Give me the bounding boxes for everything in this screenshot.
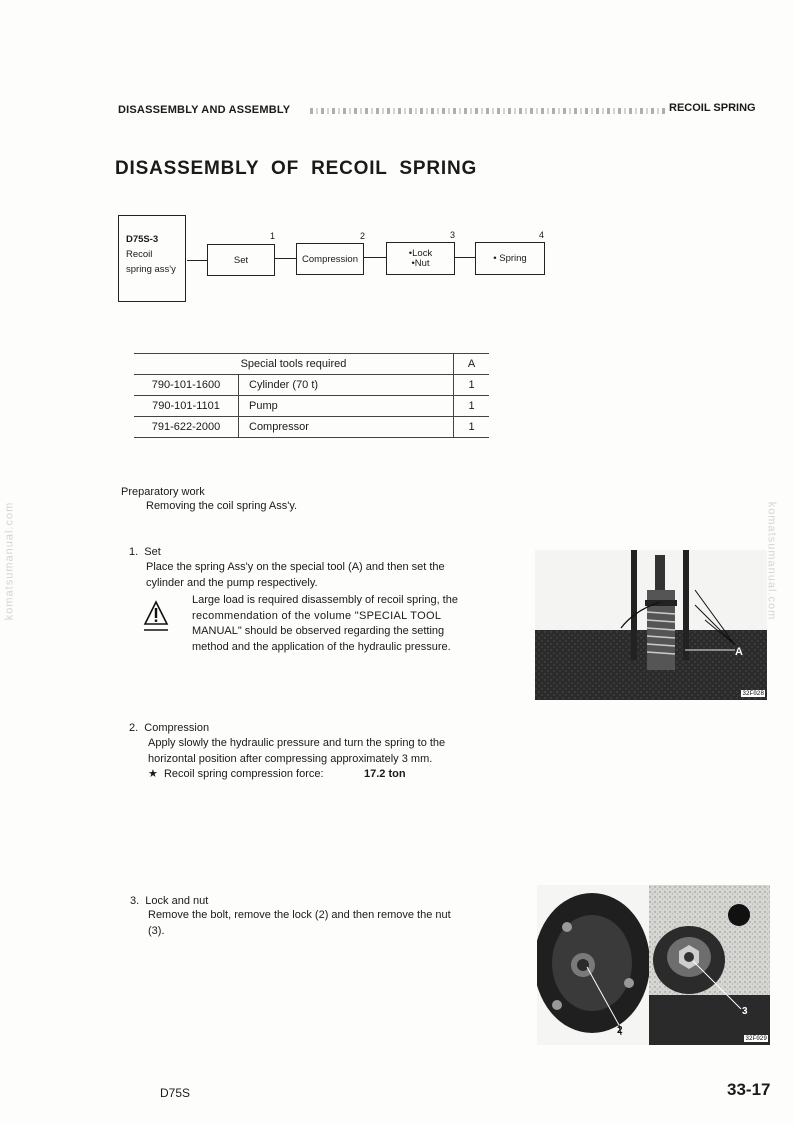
part-number-cell: 791-622-2000 (134, 417, 239, 438)
flow-connector (187, 260, 207, 261)
flow-main-line: Recoil (126, 249, 153, 260)
flow-connector (363, 257, 386, 258)
part-name-cell: Compressor (239, 417, 454, 438)
step-lock-nut-body (148, 908, 493, 939)
page-number: 33-17 (727, 1080, 771, 1099)
table-header-row (134, 354, 489, 375)
table-header-cell: Special tools required (134, 354, 454, 375)
header-dotted-rule (310, 108, 666, 114)
flow-main-line: D75S-3 (126, 234, 159, 245)
flow-connector (274, 258, 296, 259)
table-row (134, 417, 489, 438)
step-compression-heading: 2. Compression (129, 722, 210, 734)
flow-step-set (207, 244, 275, 276)
quantity-cell: 1 (454, 396, 490, 417)
warning-line: recommendation of the volume "SPECIAL TOOL (192, 609, 442, 622)
flow-step-lock-nut (386, 242, 455, 275)
step-lock-nut-heading: 3. Lock and nut (130, 895, 209, 907)
table-header-cell: A (454, 354, 490, 375)
figure-callout-2: 2 (617, 1025, 623, 1036)
table-row (134, 396, 489, 417)
warning-line: Large load is required disassembly of recoil spring, the (192, 594, 458, 606)
part-number-cell: 790-101-1101 (134, 396, 239, 417)
flow-main-line: spring ass'y (126, 264, 176, 275)
warning-line: MANUAL" should be observed regarding the setting (192, 625, 445, 637)
body-line: horizontal position after compressing approximately 3 mm. (148, 752, 433, 765)
table-row (134, 375, 489, 396)
footer-model: D75S (160, 1086, 191, 1100)
body-line: cylinder and the pump respectively. (146, 576, 318, 589)
flow-step-label: •Nut (411, 257, 430, 269)
compression-force-value: 17.2 ton (364, 768, 406, 780)
flow-step-number: 4 (539, 230, 545, 240)
figure-callout-a: A (735, 646, 743, 658)
flow-step-label: •Lock (408, 247, 433, 259)
body-line: Place the spring Ass'y on the special tool (A) and then set the (146, 561, 445, 573)
figure-code: 32F028 (742, 690, 764, 697)
flow-step-label: Compression (302, 253, 358, 265)
quantity-cell: 1 (454, 375, 490, 396)
recoil-spring-setup-photo (535, 550, 767, 700)
flow-step-number: 2 (360, 231, 366, 241)
figure-callout-3: 3 (742, 1006, 748, 1017)
preparatory-heading: Preparatory work (121, 486, 205, 498)
body-line: Remove the bolt, remove the lock (2) and then remove the nut (148, 909, 451, 921)
flow-step-number: 1 (270, 231, 276, 241)
body-line: (3). (148, 924, 165, 937)
step-set-warning (192, 593, 490, 655)
preparatory-text: Removing the coil spring Ass'y. (146, 500, 298, 512)
part-name-cell: Pump (239, 396, 454, 417)
lock-removal-photo (537, 885, 649, 1045)
step-set-heading: 1. Set (129, 546, 161, 558)
page-title: DISASSEMBLY OF RECOIL SPRING (115, 158, 478, 179)
step-compression-body (148, 736, 493, 767)
flow-step-label: Set (233, 254, 249, 266)
special-tools-table (134, 353, 489, 438)
flow-step-spring (475, 242, 545, 275)
body-line: Apply slowly the hydraulic pressure and turn the spring to the (148, 737, 446, 749)
warning-icon (143, 600, 169, 634)
watermark-left: komatsumanual.com (3, 501, 16, 621)
quantity-cell: 1 (454, 417, 490, 438)
watermark-right: komatsumanual.com (765, 501, 778, 621)
flow-connector (454, 257, 475, 258)
part-number-cell: 790-101-1600 (134, 375, 239, 396)
warning-line: method and the application of the hydraulic pressure. (192, 640, 451, 653)
compression-force-label: ★ Recoil spring compression force: (148, 768, 324, 780)
flow-step-label: • Spring (493, 253, 527, 264)
figure-code: 32F029 (745, 1035, 767, 1042)
nut-removal-photo (649, 885, 770, 1045)
header-topic: RECOIL SPRING (669, 102, 756, 114)
flow-step-number: 3 (450, 230, 456, 240)
part-name-cell: Cylinder (70 t) (239, 375, 454, 396)
step-set-body (146, 560, 491, 591)
flow-step-compression (296, 243, 364, 275)
header-section: DISASSEMBLY AND ASSEMBLY (118, 104, 291, 116)
flow-main-box (118, 215, 186, 302)
